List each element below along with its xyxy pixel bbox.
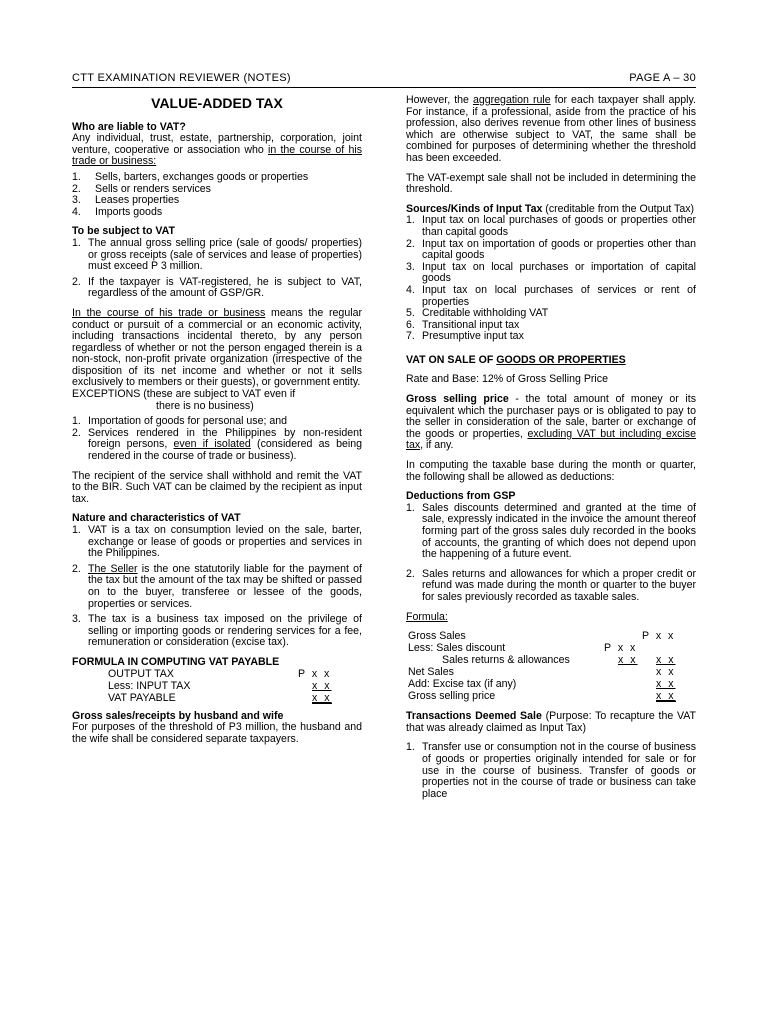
exceptions-line2: there is no business) — [156, 399, 254, 412]
formula-vat-table — [72, 669, 362, 707]
list-item: 2. The Seller is the one statutorily liable for the payment of the tax but the amount of the tax may be shifted or passed on to the buyer, transferee or lessee of the goods, properties or services. — [72, 562, 362, 610]
list-item: 1. VAT is a tax on consumption levied on the sale, barter, exchange or lease of goods or properties and services in the Philippines. — [72, 524, 362, 560]
list-item: 2. Sales returns and allowances for which a proper credit or refund was made during the month or quarter to the buyer for sales previously recorded as taxable sales. — [406, 567, 696, 603]
list-item: 1. Transfer use or consumption not in the course of business of goods or properties originally intended for sale or for use in the course of business. Transfer of goods or properties not in the course of trade or business can take place — [406, 741, 696, 800]
exceptions-line1: EXCEPTIONS (these are subject to VAT even if — [72, 388, 296, 401]
list-item: 4. Imports goods — [72, 205, 163, 218]
list-item: 2. Services rendered in the Philippines by non-resident foreign persons, even if isolated (considered as being rendered in the course of trade or business). — [72, 426, 362, 463]
rate-and-base: Rate and Base: 12% of Gross Selling Price — [406, 373, 608, 386]
deductions-heading: Deductions from GSP — [406, 490, 516, 503]
gross-selling-price-label: Gross selling price — [408, 690, 496, 703]
goods-heading: VAT ON SALE OF GOODS OR PROPERTIES — [406, 353, 626, 366]
formula-label: Formula: — [406, 610, 448, 623]
net-sales-label: Net Sales — [408, 666, 454, 679]
aggregation-rule: However, the aggregation rule for each taxpayer shall apply. For instance, if a professional, aside from the practice of his profession, also derives revenue from other lines of business which are otherwise subject to VAT, the same shall be combined for purposes of determining whether the threshold has been exceeded. — [406, 94, 696, 164]
spouses-text: For purposes of the threshold of P3 million, the husband and the wife shall be considered separate taxpayers. — [72, 721, 362, 745]
deductions-list — [406, 503, 696, 604]
output-tax-label: OUTPUT TAX — [108, 667, 174, 680]
who-list — [72, 172, 362, 218]
list-item: 1. Sells, barters, exchanges goods or properties — [72, 170, 309, 183]
page-title: VALUE-ADDED TAX — [151, 95, 283, 111]
header-left: CTT EXAMINATION REVIEWER (NOTES) — [72, 72, 291, 84]
total-deductions-value: x x — [656, 654, 676, 667]
sales-discount-label: Less: Sales discount — [408, 642, 506, 655]
returns-label: Sales returns & allowances — [442, 654, 570, 667]
deemed-sale-list — [406, 742, 696, 800]
list-item: 2. Sells or renders services — [72, 182, 211, 195]
input-tax-heading: Sources/Kinds of Input Tax (creditable from the Output Tax) — [406, 202, 695, 215]
list-item: 1. Sales discounts determined and granted at the time of sale, expressly indicated in the invoice the amount thereof forming part of the gross sales duly recorded in the books of accounts, the granting of which does not depend upon the happening of a future event. — [406, 501, 696, 561]
deemed-sale-heading: Transactions Deemed Sale (Purpose: To recapture the VAT that was already claimed as Input Tax) — [406, 710, 697, 734]
input-tax-list — [406, 215, 696, 343]
computing-note: In computing the taxable base during the month or quarter, the following shall be allowed as deductions: — [406, 459, 696, 483]
subject-list — [72, 238, 362, 300]
input-tax-label: Less: INPUT TAX — [108, 679, 191, 692]
left-column — [72, 95, 362, 745]
who-heading: Who are liable to VAT? — [72, 120, 186, 133]
list-item: 2. If the taxpayer is VAT-registered, he is subject to VAT, regardless of the amount of GSP/GR. — [72, 275, 362, 300]
formula-vat-heading: FORMULA IN COMPUTING VAT PAYABLE — [72, 655, 280, 668]
list-item: 1. Input tax on local purchases of goods or properties other than capital goods — [406, 214, 696, 238]
right-column — [406, 95, 696, 800]
gsp-definition: Gross selling price - the total amount of money or its equivalent which the purchaser pays or is obligated to pay to the seller in consideration of the sale, barter or exchange of the goods or properties, excluding VAT but including excise tax, if any. — [406, 393, 696, 452]
list-item: 7. Presumptive input tax — [406, 330, 524, 343]
list-item: 1. The annual gross selling price (sale of goods/ properties) or gross receipts (sale of services and lease of properties) must exceed P 3 million. — [72, 236, 362, 273]
list-item: 5. Creditable withholding VAT — [406, 307, 549, 320]
list-item: 3. Input tax on local purchases or importation of capital goods — [406, 260, 696, 285]
gross-sales-value: P x x — [642, 630, 676, 643]
page-number: PAGE A – 30 — [629, 72, 696, 84]
list-item: 1. Importation of goods for personal use; and — [72, 415, 288, 428]
exceptions-list — [72, 416, 362, 462]
returns-value: x x — [618, 654, 638, 667]
excise-tax-value: x x — [656, 678, 676, 691]
nature-list — [72, 525, 362, 649]
list-item: 4. Input tax on local purchases of services or rent of properties — [406, 283, 696, 308]
input-tax-value: x x — [312, 679, 332, 692]
net-sales-value: x x — [656, 666, 676, 679]
sales-discount-value: P x x — [604, 642, 638, 655]
gross-selling-price-value: x x — [656, 690, 676, 703]
list-item: 3. The tax is a business tax imposed on the privilege of selling or importing goods or rendering services for a fee, remuneration or consideration (excise tax). — [72, 613, 362, 649]
gross-sales-label: Gross Sales — [408, 630, 466, 643]
gsp-formula-table — [406, 631, 696, 707]
recipient-note: The recipient of the service shall withhold and remit the VAT to the BIR. Such VAT can be claimed by the recipient as input tax. — [72, 469, 362, 505]
page-header — [72, 73, 696, 88]
list-item: 2. Input tax on importation of goods or properties other than capital goods — [406, 237, 696, 262]
course-definition: In the course of his trade or business means the regular conduct or pursuit of a commercial or an economic activity, including transactions incidental thereto, by any person regardless of whether or not the person engaged therein is a non-stock, non-profit private organization (irrespective of the disposition of its net income and whether or not it sells exclusively to members or their guests), or government entity. — [72, 306, 362, 389]
vat-exempt-note: The VAT-exempt sale shall not be included in determining the threshold. — [406, 171, 696, 196]
spouses-heading: Gross sales/receipts by husband and wife — [72, 709, 284, 722]
vat-payable-value: x x — [312, 691, 332, 704]
who-intro: Any individual, trust, estate, partnership, corporation, joint venture, cooperative or association who in the course of his trade or business: — [72, 132, 362, 168]
subject-heading: To be subject to VAT — [72, 225, 175, 238]
list-item: 3. Leases properties — [72, 194, 180, 207]
vat-payable-label: VAT PAYABLE — [108, 691, 176, 704]
list-item: 6. Transitional input tax — [406, 318, 520, 331]
output-tax-value: P x x — [298, 667, 332, 680]
nature-heading: Nature and characteristics of VAT — [72, 512, 241, 525]
excise-tax-label: Add: Excise tax (if any) — [408, 678, 517, 691]
